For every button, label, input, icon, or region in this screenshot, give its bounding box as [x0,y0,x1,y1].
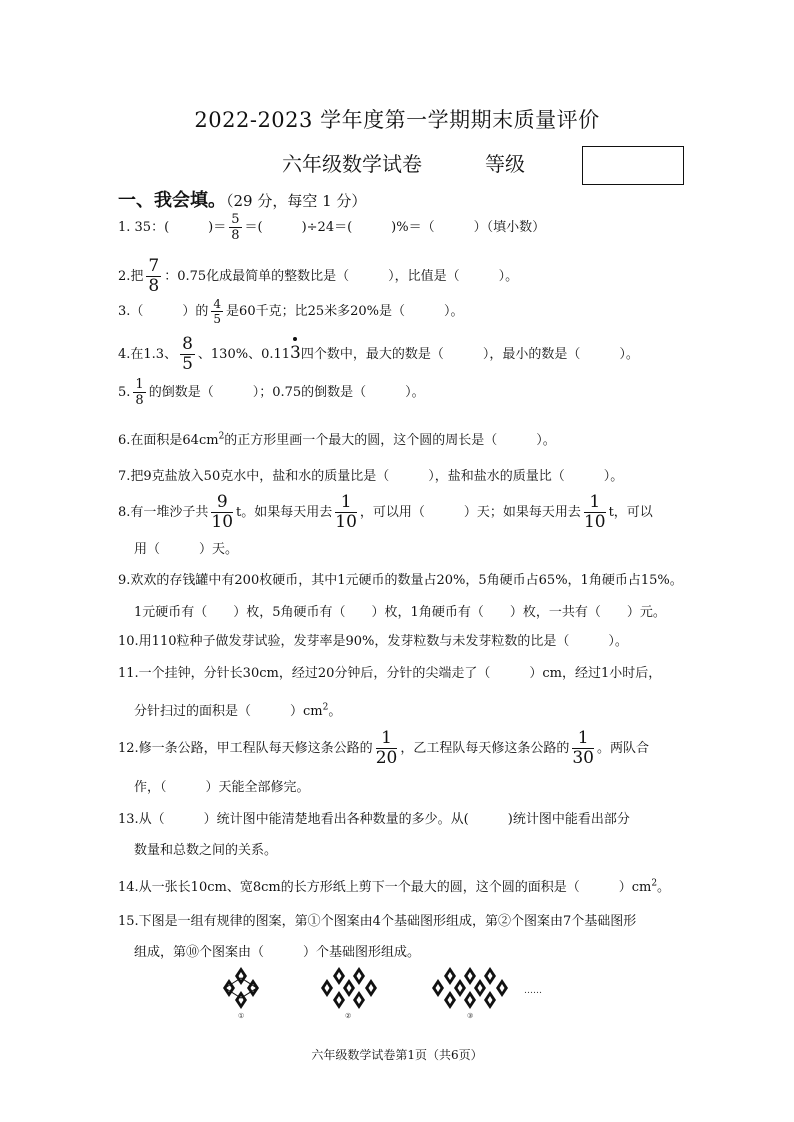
question-14 [118,876,670,895]
question-1 [118,213,545,242]
question-4 [118,336,639,373]
pattern-label-2: ② [345,1012,352,1020]
q11-text-a: 分针扫过的面积是（ ）cm [134,704,323,719]
grade-label: 等级 [485,152,525,176]
q12-text-b: ，乙工程队每天修这条公路的 [400,741,570,756]
q6-text-b: 的正方形里画一个最大的圆，这个圆的周长是（ ）。 [224,433,556,448]
q8-text-a: 8.有一堆沙子共 [118,505,209,520]
q2-text-a: 2.把 [118,269,144,284]
question-13-line-2: 数量和总数之间的关系。 [134,843,278,858]
q8-fraction-2: $\frac{1}{10}$ [335,492,357,532]
exam-title: 2022-2023 学年度第一学期期末质量评价 [194,108,600,132]
question-3 [118,298,464,325]
question-8 [118,494,653,531]
pattern-ellipsis: …… [524,986,542,996]
q11-text-b: 。 [328,704,342,719]
q4-text-a: 4.在1.3、 [118,347,178,362]
q5-text-a: 5. [118,385,131,400]
q12-fraction-1: $\frac{1}{20}$ [375,728,398,768]
section-title: 一、我会填。 [118,190,226,211]
q2-text-b: ：0.75化成最简单的整数比是（ ），比值是（ ）。 [164,269,519,284]
pattern-figures [214,966,554,1026]
q3-text-b: 是60千克；比25米多20%是（ ）。 [226,304,464,319]
exam-subtitle: 六年级数学试卷 [282,152,422,176]
q2-fraction: $\frac{7}{8}$ [148,256,160,296]
pattern-label-3: ③ [467,1012,474,1020]
question-12-line-2: 作，（ ）天能全部修完。 [134,780,310,795]
q4-text-c: 四个数中，最大的数是（ ），最小的数是（ ）。 [300,347,639,362]
q6-text-a: 6.在面积是64cm [118,433,219,448]
pattern-3 [432,967,508,1009]
question-7: 7.把9克盐放入50克水中，盐和水的质量比是（ ），盐和盐水的质量比（ ）。 [118,469,624,484]
q8-text-c: ，可以用（ ）天；如果每天用去 [359,505,581,520]
q1-text-a: 1. 35：( )＝ [118,220,227,235]
pattern-2 [321,967,377,1009]
question-2 [118,258,518,295]
question-5 [118,378,425,407]
page-footer: 六年级数学试卷第1页（共6页） [311,1048,483,1062]
q8-fraction-1: $\frac{9}{10}$ [211,492,234,532]
grade-box[interactable] [582,146,684,185]
q14-superscript: 2 [651,878,658,889]
q3-fraction: $\frac{4}{5}$ [213,297,222,326]
q14-text-a: 14.从一张长10cm、宽8cm的长方形纸上剪下一个最大的圆，这个圆的面积是（ ）cm [118,880,652,895]
question-15-line-2: 组成，第⑩个图案由（ ）个基础图形组成。 [134,945,421,960]
q5-fraction: $\frac{1}{8}$ [135,377,144,408]
question-9-line-2: 1元硬币有（ ）枚，5角硬币有（ ）枚，1角硬币有（ ）枚，一共有（ ）元。 [134,605,666,620]
question-12 [118,730,649,767]
question-11-line-2 [134,700,341,719]
q12-text-a: 12.修一条公路，甲工程队每天修这条公路的 [118,741,373,756]
section-points: （29 分，每空 1 分） [226,192,367,210]
q4-fraction: $\frac{8}{5}$ [182,334,193,374]
q5-text-b: 的倒数是（ ）；0.75的倒数是（ ）。 [148,385,425,400]
q4-text-b: 、130%、0.11 [197,347,291,362]
q3-text-a: 3.（ ）的 [118,304,209,319]
section-heading [118,186,366,212]
q6-superscript: 2 [218,431,225,442]
q12-text-c: 。两队合 [596,741,649,756]
pattern-diagram [214,966,554,1014]
question-15: 15.下图是一组有规律的图案，第①个图案由4个基础图形组成，第②个图案由7个基础图形 [118,914,637,929]
q8-fraction-3: $\frac{1}{10}$ [583,492,606,532]
q14-text-b: 。 [657,880,671,895]
q1-text-b: ＝( )÷24＝( )%＝（ ）（填小数） [244,220,546,235]
question-6 [118,429,556,448]
q11-superscript: 2 [322,702,329,713]
q8-text-d: t，可以 [608,505,653,520]
question-8-line-2: 用（ ）天。 [134,542,239,557]
pattern-label-1: ① [238,1012,245,1020]
question-11: 11.一个挂钟，分针长30cm，经过20分钟后，分针的尖端走了（ ）cm，经过1小时后， [118,666,662,681]
q8-text-b: t。如果每天用去 [236,505,333,520]
question-9: 9.欢欢的存钱罐中有200枚硬币，其中1元硬币的数量占20%，5角硬币占65%，1角硬币占15%。 [118,573,683,588]
question-10: 10.用110粒种子做发芽试验，发芽率是90%，发芽粒数与未发芽粒数的比是（ ）。 [118,634,628,649]
q1-fraction: $\frac{5}{8}$ [231,212,240,243]
q12-fraction-2: $\frac{1}{30}$ [572,728,594,768]
question-13: 13.从（ ）统计图中能清楚地看出各种数量的多少。从( )统计图中能看出部分 [118,812,630,827]
repeating-digit: 3 [290,343,301,363]
pattern-1 [223,967,259,1009]
